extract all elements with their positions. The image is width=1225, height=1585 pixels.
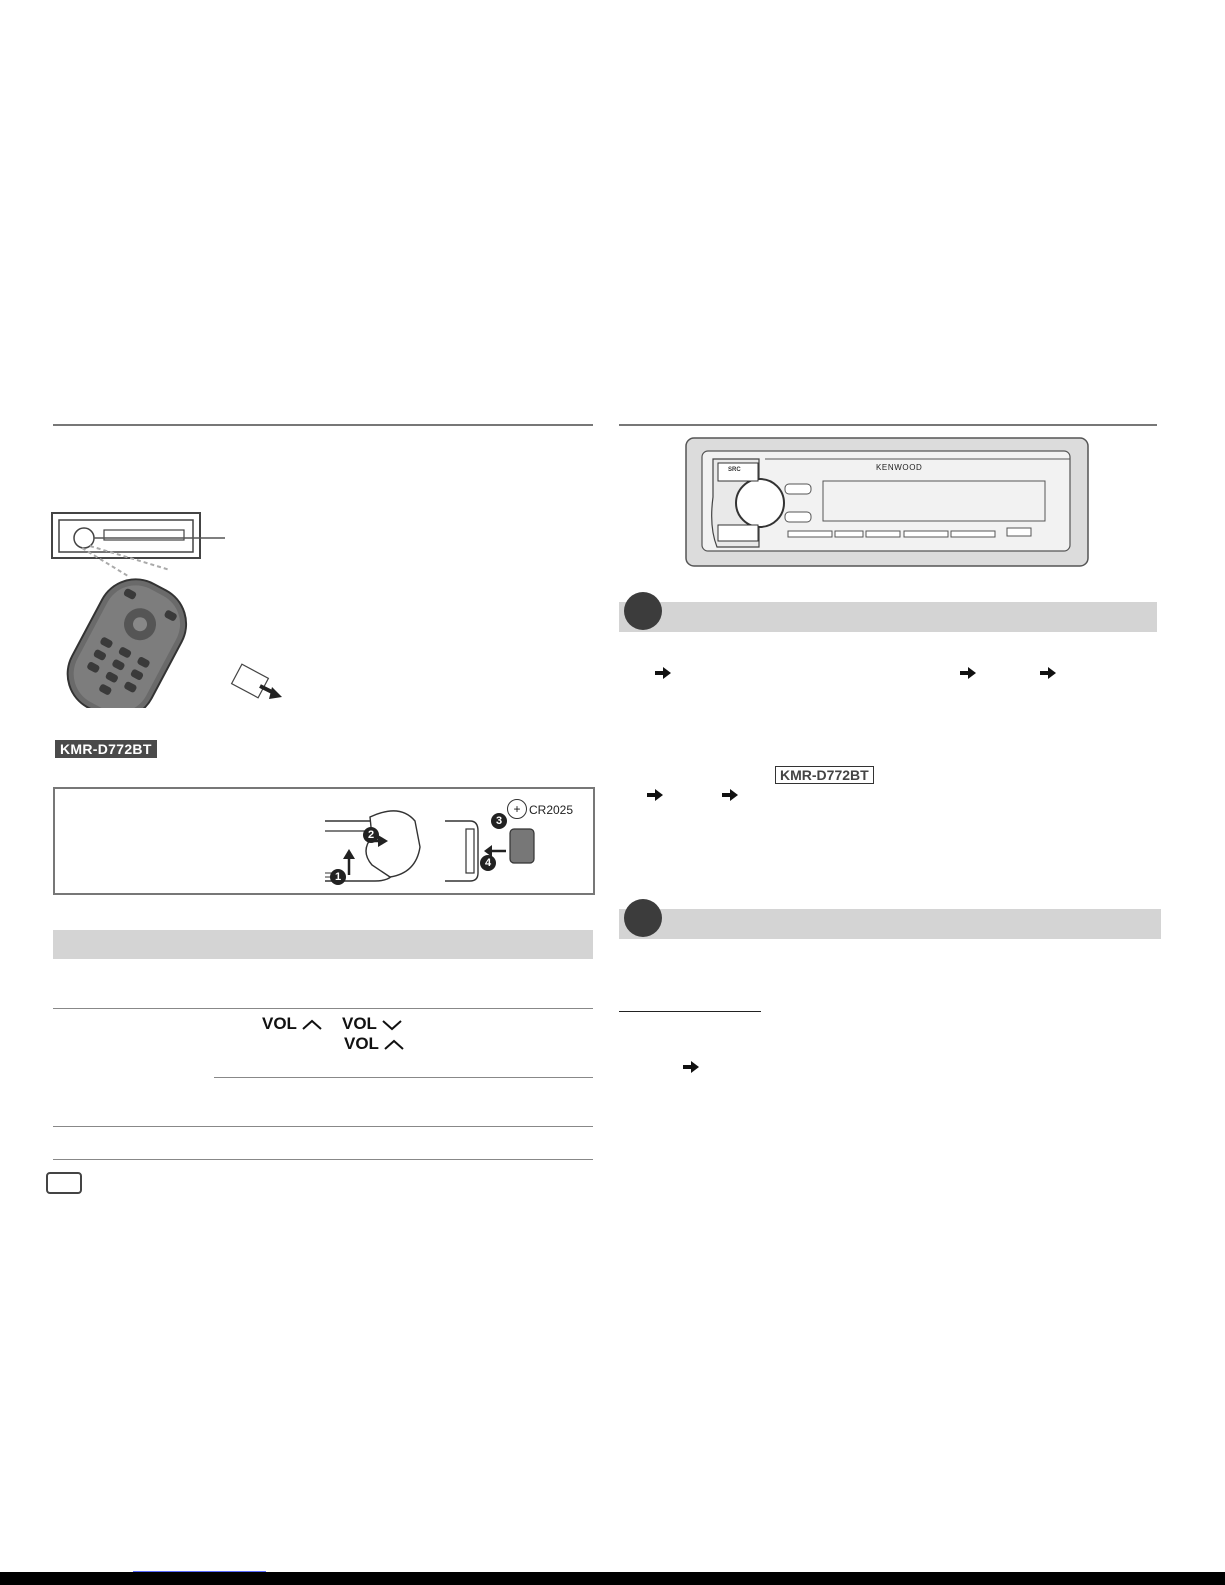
right-arrow-icon	[722, 789, 738, 801]
left-section-band	[53, 930, 593, 959]
bottom-black-strip	[0, 1572, 1225, 1585]
vol-down-key	[342, 1014, 403, 1034]
battery-type-label: CR2025	[529, 803, 574, 817]
section-circle-2	[624, 899, 662, 937]
model-tag-outline: KMR-D772BT	[775, 766, 874, 784]
src-button: SRC	[728, 467, 741, 473]
right-arrow-icon	[647, 789, 663, 801]
right-arrow-icon	[683, 1061, 699, 1073]
vol-label: VOL	[342, 1014, 377, 1033]
right-section-band-1	[619, 602, 1157, 632]
coin-battery: +	[507, 799, 527, 819]
note-icon	[46, 1172, 82, 1194]
table-line-3	[53, 1126, 593, 1127]
right-arrow-icon	[1040, 667, 1056, 679]
subheading-underline	[619, 1011, 761, 1012]
right-arrow-icon	[960, 667, 976, 679]
vol-up-key-2	[344, 1034, 405, 1054]
head-unit-illustration	[685, 437, 1089, 567]
section-circle-1	[624, 592, 662, 630]
bottom-link-underline[interactable]	[133, 1571, 266, 1572]
chevron-up-icon	[301, 1019, 323, 1031]
table-line-1	[53, 1008, 593, 1009]
right-top-rule	[619, 424, 1157, 426]
vol-up-key-1	[262, 1014, 323, 1034]
remote-control-illustration	[50, 508, 300, 708]
table-line-4	[53, 1159, 593, 1160]
right-arrow-icon	[655, 667, 671, 679]
vol-label: VOL	[262, 1014, 297, 1033]
step-2-badge: 2	[363, 827, 379, 843]
step-4-badge: 4	[480, 855, 496, 871]
right-section-band-2	[619, 909, 1161, 939]
left-top-rule	[53, 424, 593, 426]
model-tag: KMR-D772BT	[55, 740, 157, 758]
chevron-down-icon	[381, 1019, 403, 1031]
unit-brand: KENWOOD	[876, 463, 923, 472]
chevron-up-icon	[383, 1039, 405, 1051]
vol-label: VOL	[344, 1034, 379, 1053]
battery-box	[53, 787, 595, 895]
step-1-badge: 1	[330, 869, 346, 885]
step-3-badge: 3	[491, 813, 507, 829]
table-line-2	[214, 1077, 593, 1078]
